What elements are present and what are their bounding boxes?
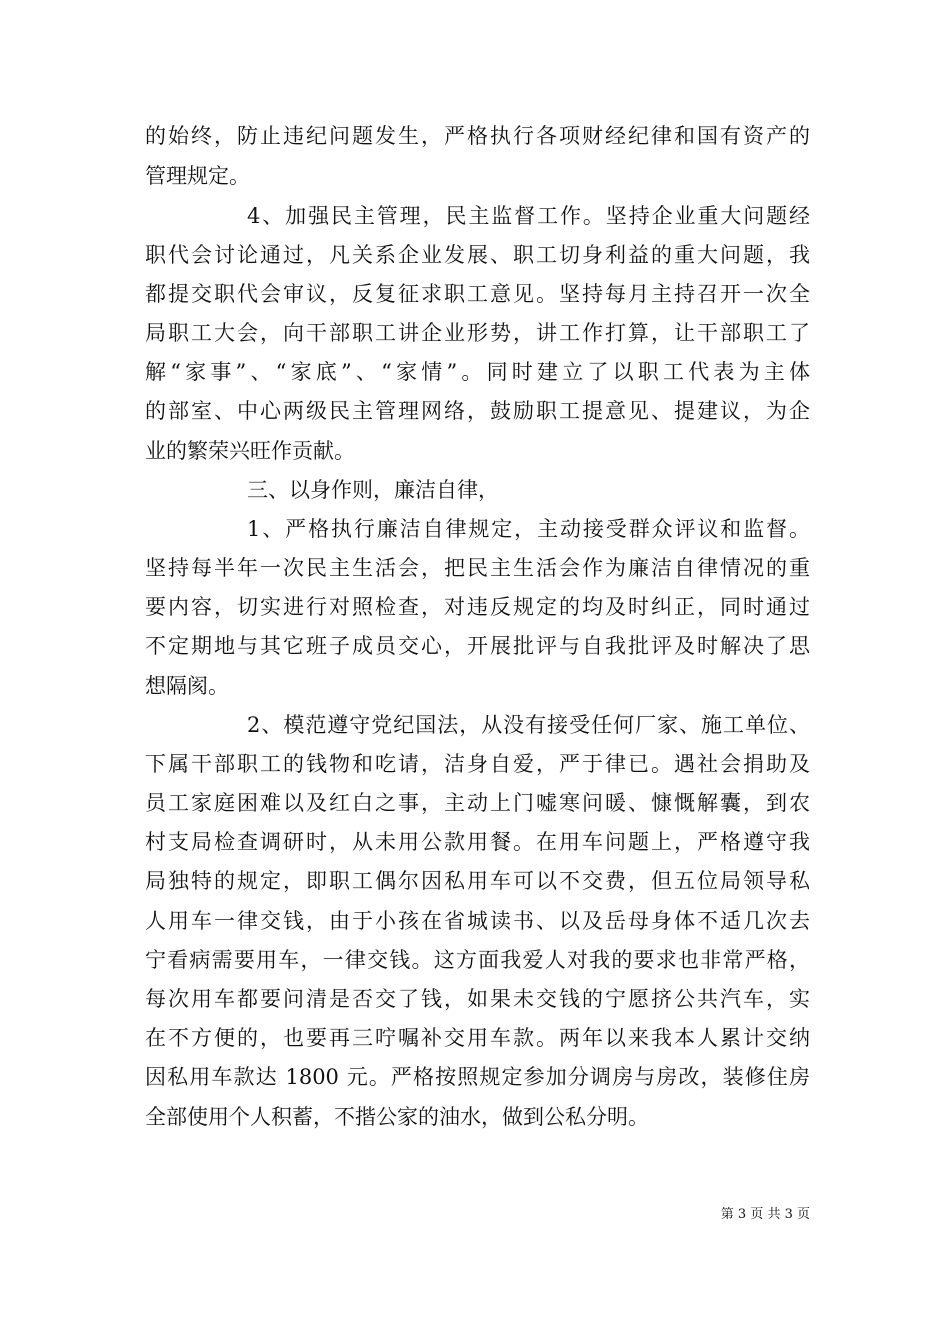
paragraph-start-line: 4、加强民主管理，民主监督工作。坚持企业重大问题经 [247,204,810,228]
text-line: 都提交职代会审议，反复征求职工意见。坚持每月主持召开一次全 [145,282,810,306]
text-line: 想隔阂。 [145,674,229,698]
text-line: 村支局检查调研时，从未用公款用餐。在用车问题上，严格遵守我 [145,830,810,854]
text-line: 要内容，切实进行对照检查，对违反规定的均及时纠正，同时通过 [145,595,810,619]
paragraph-start-line: 2、模范遵守党纪国法，从没有接受任何厂家、施工单位、 [247,713,810,737]
text-line: 每次用车都要问清是否交了钱，如果未交钱的宁愿挤公共汽车，实 [145,987,810,1011]
text-line: 全部使用个人积蓄，不揩公家的油水，做到公私分明。 [145,1105,649,1129]
text-line: 人用车一律交钱，由于小孩在省城读书、以及岳母身体不适几次去 [145,909,810,933]
text-line: 局独特的规定，即职工偶尔因私用车可以不交费，但五位局领导私 [145,869,810,893]
text-line: 不定期地与其它班子成员交心，开展批评与自我批评及时解决了思 [145,634,810,658]
text-line: 员工家庭困难以及红白之事，主动上门嘘寒问暖、慷慨解囊，到农 [145,791,810,815]
text-line: 职代会讨论通过，凡关系企业发展、职工切身利益的重大问题，我 [145,243,810,267]
text-line: 管理规定。 [145,164,250,188]
text-line: 下属干部职工的钱物和吃请，洁身自爱，严于律已。遇社会捐助及 [145,752,810,776]
text-line: 业的繁荣兴旺作贡献。 [145,439,355,463]
section-heading: 三、以身作则，廉洁自律， [247,478,499,502]
text-line: 在不方便的，也要再三咛嘱补交用车款。两年以来我本人累计交纳 [145,1026,810,1050]
text-line: 解“家事”、“家底”、“家情”。同时建立了以职工代表为主体 [145,360,810,384]
text-line: 的部室、中心两级民主管理网络，鼓励职工提意见、提建议，为企 [145,399,810,423]
page-number-footer: 第 3 页 共 3 页 [720,1207,810,1222]
text-line: 宁看病需要用车，一律交钱。这方面我爱人对我的要求也非常严格， [145,948,810,972]
text-line: 局职工大会，向干部职工讲企业形势，讲工作打算，让干部职工了 [145,321,810,345]
text-line: 因私用车款达 1800 元。严格按照规定参加分调房与房改，装修住房 [145,1065,810,1089]
text-line: 坚持每半年一次民主生活会，把民主生活会作为廉洁自律情况的重 [145,556,810,580]
paragraph-start-line: 1、严格执行廉洁自律规定，主动接受群众评议和监督。 [247,517,810,541]
text-line: 的始终，防止违纪问题发生，严格执行各项财经纪律和国有资产的 [145,124,810,148]
